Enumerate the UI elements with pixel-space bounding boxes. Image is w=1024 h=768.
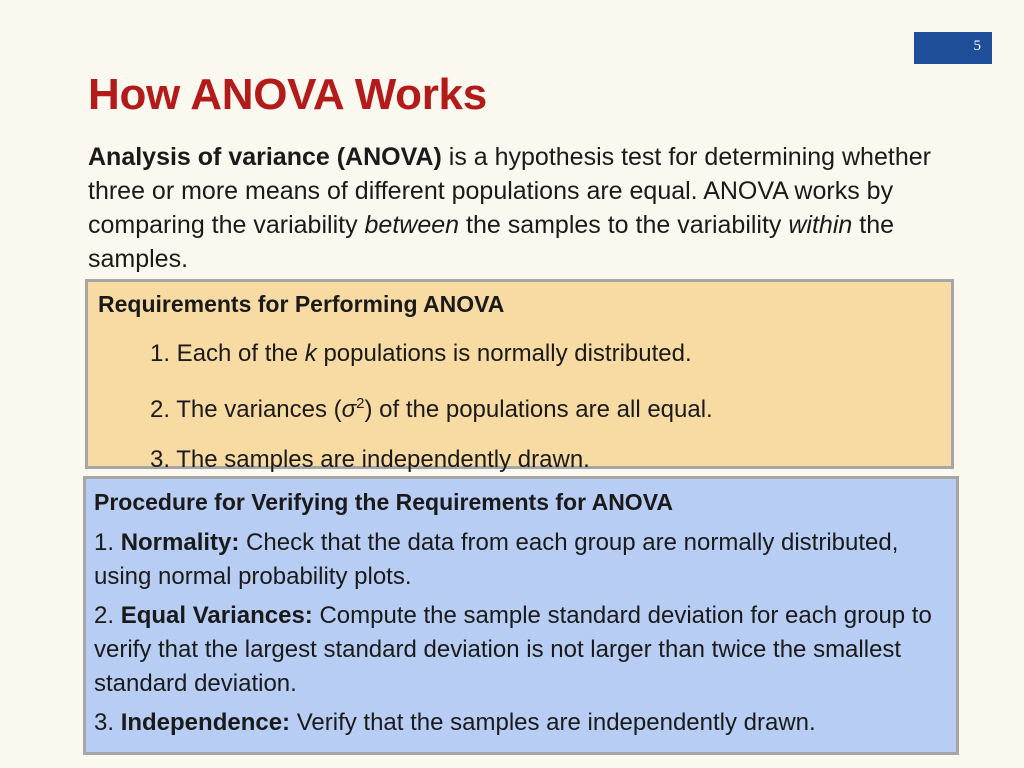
procedure-heading: Procedure for Verifying the Requirements for ANOVA [94, 489, 673, 515]
requirement-1-variable: k [304, 340, 317, 367]
procedure-step-3-label: Independence: [120, 709, 291, 736]
intro-emphasis-within: within [788, 211, 853, 239]
procedure-step-3-text: Verify that the samples are independently drawn. [290, 709, 816, 736]
procedure-step-1 [94, 526, 947, 594]
procedure-step-2-label: Equal Variances: [120, 602, 313, 629]
requirements-box [85, 279, 954, 473]
procedure-step-3 [94, 706, 947, 740]
procedure-box [83, 476, 959, 755]
requirement-1-suffix: populations is normally distributed. [316, 340, 692, 367]
requirement-2-exponent: 2 [356, 395, 365, 412]
requirements-heading: Requirements for Performing ANOVA [98, 291, 505, 317]
requirement-item-3: 3. The samples are independently drawn. [150, 446, 590, 473]
intro-paragraph [88, 140, 968, 276]
procedure-step-2 [94, 599, 947, 701]
intro-text-3: the samples. [88, 211, 894, 273]
procedure-step-1-text: Check that the data from each group are normally distributed, using normal probability plots. [94, 529, 899, 590]
procedure-step-2-number: 2. [94, 602, 121, 629]
requirement-1-prefix: 1. Each of the [150, 340, 305, 367]
requirement-2-sigma: σ [341, 396, 357, 423]
requirement-item-2 [150, 390, 941, 424]
requirement-2-prefix: 2. The variances ( [150, 396, 342, 423]
requirement-2-suffix: ) of the populations are all equal. [364, 396, 713, 423]
slide-number: 5 [914, 32, 992, 64]
intro-text-2: the samples to the variability [459, 211, 789, 239]
intro-term: Analysis of variance (ANOVA) [88, 143, 442, 171]
procedure-step-3-number: 3. [94, 709, 121, 736]
requirement-item-1 [150, 340, 941, 368]
procedure-step-1-number: 1. [94, 529, 121, 556]
procedure-step-2-text: Compute the sample standard deviation for each group to verify that the largest standard deviation is not larger than twice the smallest standard deviation. [94, 602, 932, 697]
intro-emphasis-between: between [364, 211, 460, 239]
intro-text-1: is a hypothesis test for determining whether three or more means of different populations are equal. ANOVA works by comparing the variability [88, 143, 931, 239]
procedure-step-1-label: Normality: [120, 529, 240, 556]
slide-title: How ANOVA Works [88, 70, 487, 119]
